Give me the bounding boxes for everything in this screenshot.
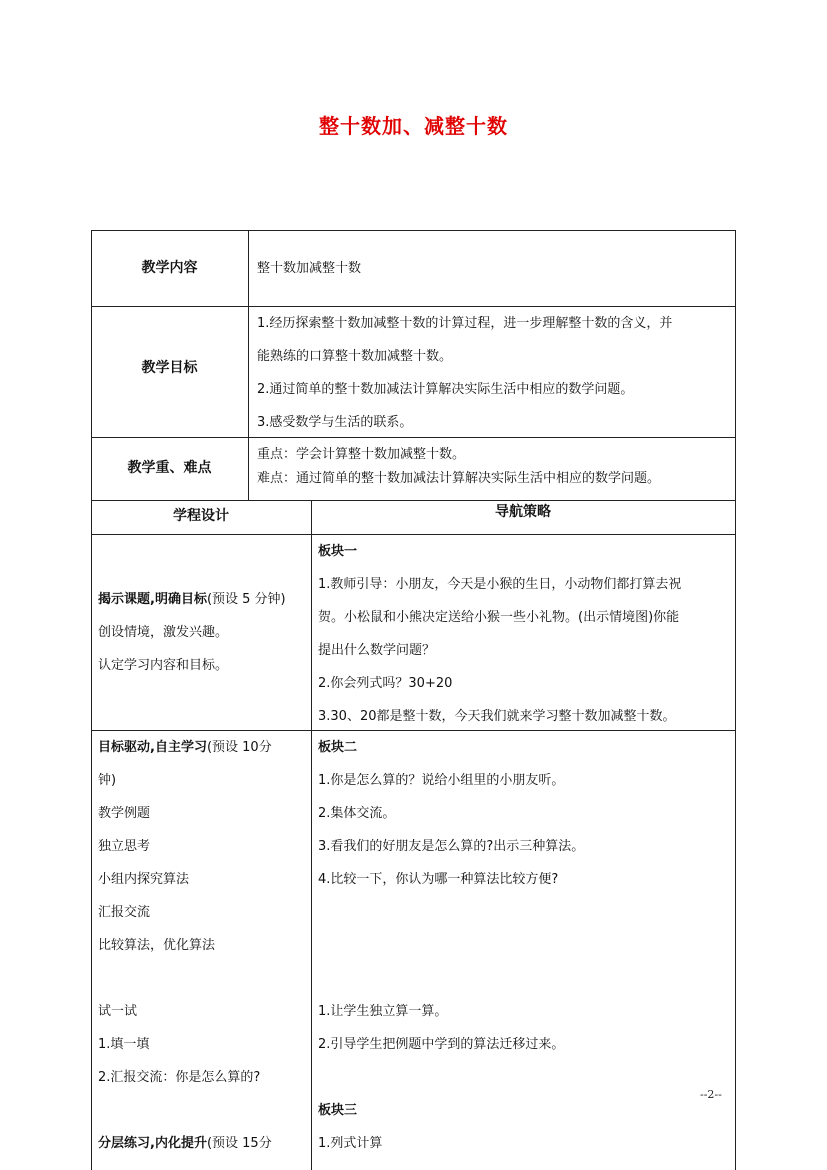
section2-left-line: 独立思考	[98, 839, 151, 854]
column-divider-lower	[311, 500, 312, 1170]
section1-right-line: 贺。小松鼠和小熊决定送给小猴一些小礼物。(出示情境图)你能	[318, 610, 680, 625]
section3-left-title: 分层练习,内化提升	[98, 1136, 207, 1151]
page-number: --2--	[700, 1088, 722, 1101]
table-border-top	[91, 230, 736, 231]
goals-label: 教学目标	[141, 360, 198, 376]
goal-line: 能熟练的口算整十数加减整十数。	[257, 349, 453, 364]
section2-right-line: 2.引导学生把例题中学到的算法迁移过来。	[318, 1037, 565, 1052]
section2-left-line: 钟)	[98, 773, 117, 788]
section2-right-line: 1.让学生独立算一算。	[318, 1004, 448, 1019]
section1-left-title: 揭示课题,明确目标	[98, 592, 207, 607]
table-border-right	[735, 230, 736, 1170]
section1-left-duration: (预设 5 分钟)	[206, 592, 286, 607]
section1-right-line: 2.你会列式吗？30+20	[318, 676, 453, 691]
section3-right-line: 1.列式计算	[318, 1136, 383, 1151]
section2-left-title: 目标驱动,自主学习	[98, 740, 207, 755]
section3-heading: 板块三	[318, 1103, 358, 1118]
section2-left-line: 试一试	[98, 1004, 138, 1019]
lesson-plan-table	[91, 230, 736, 1170]
section2-left-line: 比较算法，优化算法	[98, 938, 216, 953]
section1-left-line: 创设情境，激发兴趣。	[98, 625, 229, 640]
section2-left-line: 小组内探究算法	[98, 872, 190, 887]
section2-right-line: 4.比较一下，你认为哪一种算法比较方便?	[318, 872, 559, 887]
goal-line: 2.通过简单的整十数加减法计算解决实际生活中相应的数学问题。	[257, 382, 634, 397]
content-value: 整十数加减整十数	[257, 261, 362, 276]
section2-left-line: 1.填一填	[98, 1037, 150, 1052]
section2-heading: 板块二	[318, 740, 358, 755]
header-strategy: 导航策略	[495, 504, 551, 520]
goal-line: 3.感受数学与生活的联系。	[257, 415, 413, 430]
key-points-text	[257, 443, 660, 491]
section2-right	[318, 731, 730, 1160]
header-design: 学程设计	[173, 508, 229, 524]
section1-right-line: 3.30、20都是整十数，今天我们就来学习整十数加减整十数。	[318, 709, 676, 724]
content-label: 教学内容	[141, 260, 198, 276]
key-point-line: 难点：通过简单的整十数加减法计算解决实际生活中相应的数学问题。	[257, 471, 661, 486]
key-points-label: 教学重、难点	[127, 460, 212, 476]
section1-heading: 板块一	[318, 544, 358, 559]
section2-right-line: 1.你是怎么算的？说给小组里的小朋友听。	[318, 773, 565, 788]
goals-text	[257, 307, 732, 439]
section1-left	[98, 583, 308, 682]
section2-left-duration: (预设 10分	[206, 740, 272, 755]
section1-right-line: 1.教师引导：小朋友，今天是小猴的生日，小动物们都打算去祝	[318, 577, 682, 592]
section2-left-line: 汇报交流	[98, 905, 151, 920]
section2-right-line: 2.集体交流。	[318, 806, 396, 821]
key-point-line: 重点：学会计算整十数加减整十数。	[257, 447, 466, 462]
section1-right-line: 提出什么数学问题？	[318, 643, 436, 658]
section2-left-line: 2.汇报交流：你是怎么算的?	[98, 1070, 261, 1085]
section3-left-duration: (预设 15分	[206, 1136, 272, 1151]
section2-right-line: 3.看我们的好朋友是怎么算的?出示三种算法。	[318, 839, 585, 854]
document-title: 整十数加、减整十数	[319, 114, 508, 138]
section1-left-line: 认定学习内容和目标。	[98, 658, 229, 673]
section2-left	[98, 731, 308, 1160]
column-divider-upper	[248, 230, 249, 500]
goal-line: 1.经历探索整十数加减整十数的计算过程，进一步理解整十数的含义，并	[257, 316, 673, 331]
section1-right	[318, 535, 730, 733]
section2-left-line: 教学例题	[98, 806, 151, 821]
